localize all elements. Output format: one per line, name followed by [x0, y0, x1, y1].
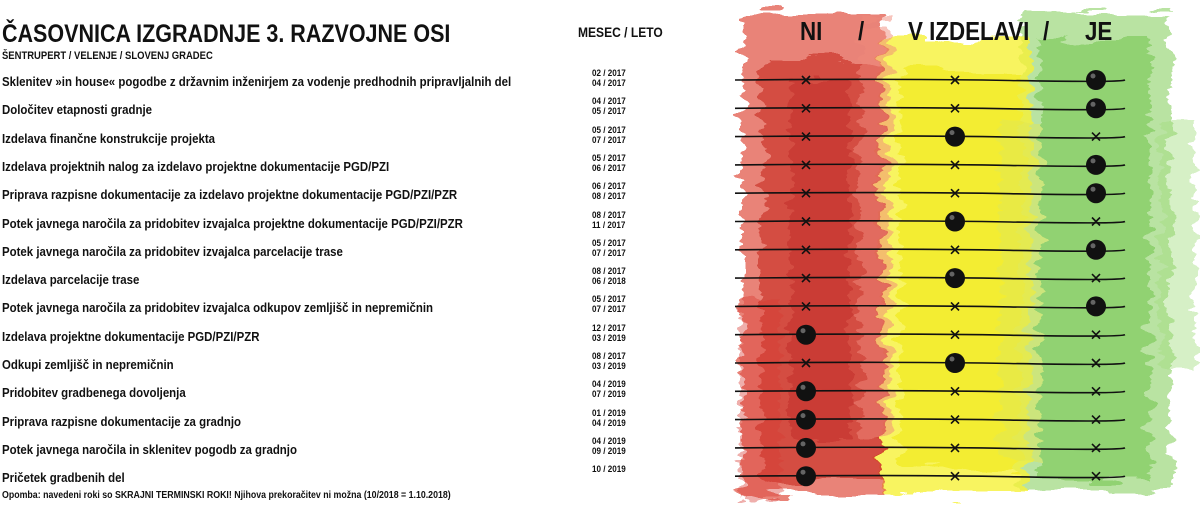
task-end-date: 07 / 2017 — [592, 304, 626, 315]
task-end-date: 06 / 2018 — [592, 276, 626, 287]
task-start-date: 08 / 2017 — [592, 266, 626, 277]
task-label: Pričetek gradbenih del — [2, 470, 125, 486]
task-dates — [592, 294, 626, 314]
status-dot-ni — [796, 325, 816, 345]
status-dot-highlight — [1091, 300, 1096, 305]
status-dot-ni — [796, 438, 816, 458]
task-dates — [592, 266, 626, 286]
status-header-ni: NI — [800, 16, 823, 46]
task-dates — [592, 210, 626, 230]
task-end-date: 04 / 2019 — [592, 417, 626, 428]
status-dot-je — [1086, 70, 1106, 90]
page-subtitle: ŠENTRUPERT / VELENJE / SLOVENJ GRADEC — [2, 50, 213, 62]
status-dot-highlight — [1091, 102, 1096, 107]
status-dot-highlight — [1091, 187, 1096, 192]
status-dot-highlight — [950, 272, 955, 277]
task-label: Potek javnega naročila za pridobitev izvajalca odkupov zemljišč in nepremičnin — [2, 300, 434, 316]
status-dot-je — [1086, 183, 1106, 203]
task-dates — [592, 125, 626, 145]
task-dates — [592, 351, 626, 371]
task-start-date: 10 / 2019 — [592, 464, 626, 475]
status-dot-highlight — [801, 441, 806, 446]
task-end-date: 09 / 2019 — [592, 445, 626, 456]
status-dot-v_izdelavi — [945, 127, 965, 147]
status-dot-v_izdelavi — [945, 353, 965, 373]
task-start-date: 05 / 2017 — [592, 152, 626, 163]
task-label: Pridobitev gradbenega dovoljenja — [2, 385, 186, 401]
status-header-separator-1: / — [858, 16, 865, 46]
status-header-je: JE — [1085, 16, 1113, 46]
task-end-date: 05 / 2017 — [592, 106, 626, 117]
status-dot-v_izdelavi — [945, 268, 965, 288]
task-label: Priprava razpisne dokumentacije za izdelavo projektne dokumentacije PGD/PZI/PZR — [2, 187, 458, 203]
task-start-date: 06 / 2017 — [592, 181, 626, 192]
task-end-date: 07 / 2017 — [592, 247, 626, 258]
task-dates — [592, 436, 626, 456]
status-dot-ni — [796, 381, 816, 401]
task-end-date: 03 / 2019 — [592, 361, 626, 371]
task-start-date: 05 / 2017 — [592, 294, 626, 305]
task-start-date: 04 / 2019 — [592, 435, 626, 446]
task-dates — [592, 96, 626, 116]
status-dot-highlight — [950, 357, 955, 362]
task-start-date: 08 / 2017 — [592, 351, 626, 361]
task-dates — [592, 68, 626, 88]
status-dot-highlight — [1091, 243, 1096, 248]
task-label: Sklenitev »in house« pogodbe z državnim inženirjem za vodenje predhodnih pripravljalnih del — [2, 74, 512, 89]
task-label: Potek javnega naročila za pridobitev izvajalca projektne dokumentacije PGD/PZI/PZR — [2, 215, 463, 231]
task-label: Izdelava projektnih nalog za izdelavo projektne dokumentacije PGD/PZI — [2, 158, 390, 174]
task-start-date: 05 / 2017 — [592, 124, 626, 135]
status-header-v-izdelavi: V IZDELAVI — [908, 16, 1030, 46]
page-title: ČASOVNICA IZGRADNJE 3. RAZVOJNE OSI — [2, 20, 451, 48]
task-end-date: 08 / 2017 — [592, 191, 626, 202]
status-dot-highlight — [801, 385, 806, 390]
task-label: Potek javnega naročila za pridobitev izvajalca parcelacije trase — [2, 243, 343, 259]
task-label: Priprava razpisne dokumentacije za gradnjo — [2, 413, 242, 429]
status-header-separator-2: / — [1043, 16, 1050, 46]
task-end-date: 03 / 2019 — [592, 332, 626, 343]
task-label: Izdelava parcelacije trase — [2, 272, 140, 288]
status-dot-highlight — [801, 328, 806, 333]
task-dates — [592, 323, 626, 343]
task-dates — [592, 238, 626, 258]
task-label: Odkupi zemljišč in nepremičnin — [2, 357, 174, 372]
status-dot-je — [1086, 98, 1106, 118]
task-dates — [592, 181, 626, 201]
status-dot-je — [1086, 240, 1106, 260]
status-dot-ni — [796, 466, 816, 486]
task-label: Izdelava finančne konstrukcije projekta — [2, 130, 215, 146]
status-dot-ni — [796, 410, 816, 430]
task-end-date: 04 / 2017 — [592, 78, 626, 88]
status-dot-je — [1086, 155, 1106, 175]
status-dot-v_izdelavi — [945, 212, 965, 232]
task-label: Izdelava projektne dokumentacije PGD/PZI/PZR — [2, 328, 260, 344]
task-dates — [592, 379, 626, 399]
task-start-date: 05 / 2017 — [592, 237, 626, 248]
task-start-date: 02 / 2017 — [592, 68, 626, 78]
footnote: Opomba: navedeni roki so SKRAJNI TERMINSKI ROKI! Njihova prekoračitev ni možna (10/2018 = 1.10.2018) — [2, 490, 451, 501]
task-dates — [592, 464, 626, 474]
task-dates — [592, 153, 626, 173]
status-dot-highlight — [801, 470, 806, 475]
task-start-date: 08 / 2017 — [592, 209, 626, 220]
task-end-date: 06 / 2017 — [592, 162, 626, 173]
date-column-header: MESEC / LETO — [578, 24, 663, 40]
status-dot-je — [1086, 296, 1106, 316]
task-end-date: 07 / 2017 — [592, 134, 626, 145]
task-start-date: 01 / 2019 — [592, 407, 626, 418]
task-end-date: 07 / 2019 — [592, 389, 626, 400]
status-dot-highlight — [1091, 158, 1096, 163]
status-dot-highlight — [950, 130, 955, 135]
status-dot-highlight — [1091, 74, 1096, 79]
task-end-date: 11 / 2017 — [592, 219, 626, 230]
task-dates — [592, 408, 626, 428]
status-dot-highlight — [801, 413, 806, 418]
status-dot-highlight — [950, 215, 955, 220]
task-start-date: 04 / 2019 — [592, 379, 626, 390]
task-label: Potek javnega naročila in sklenitev pogodb za gradnjo — [2, 441, 297, 457]
task-label: Določitev etapnosti gradnje — [2, 102, 153, 118]
task-start-date: 04 / 2017 — [592, 96, 626, 107]
task-start-date: 12 / 2017 — [592, 322, 626, 333]
